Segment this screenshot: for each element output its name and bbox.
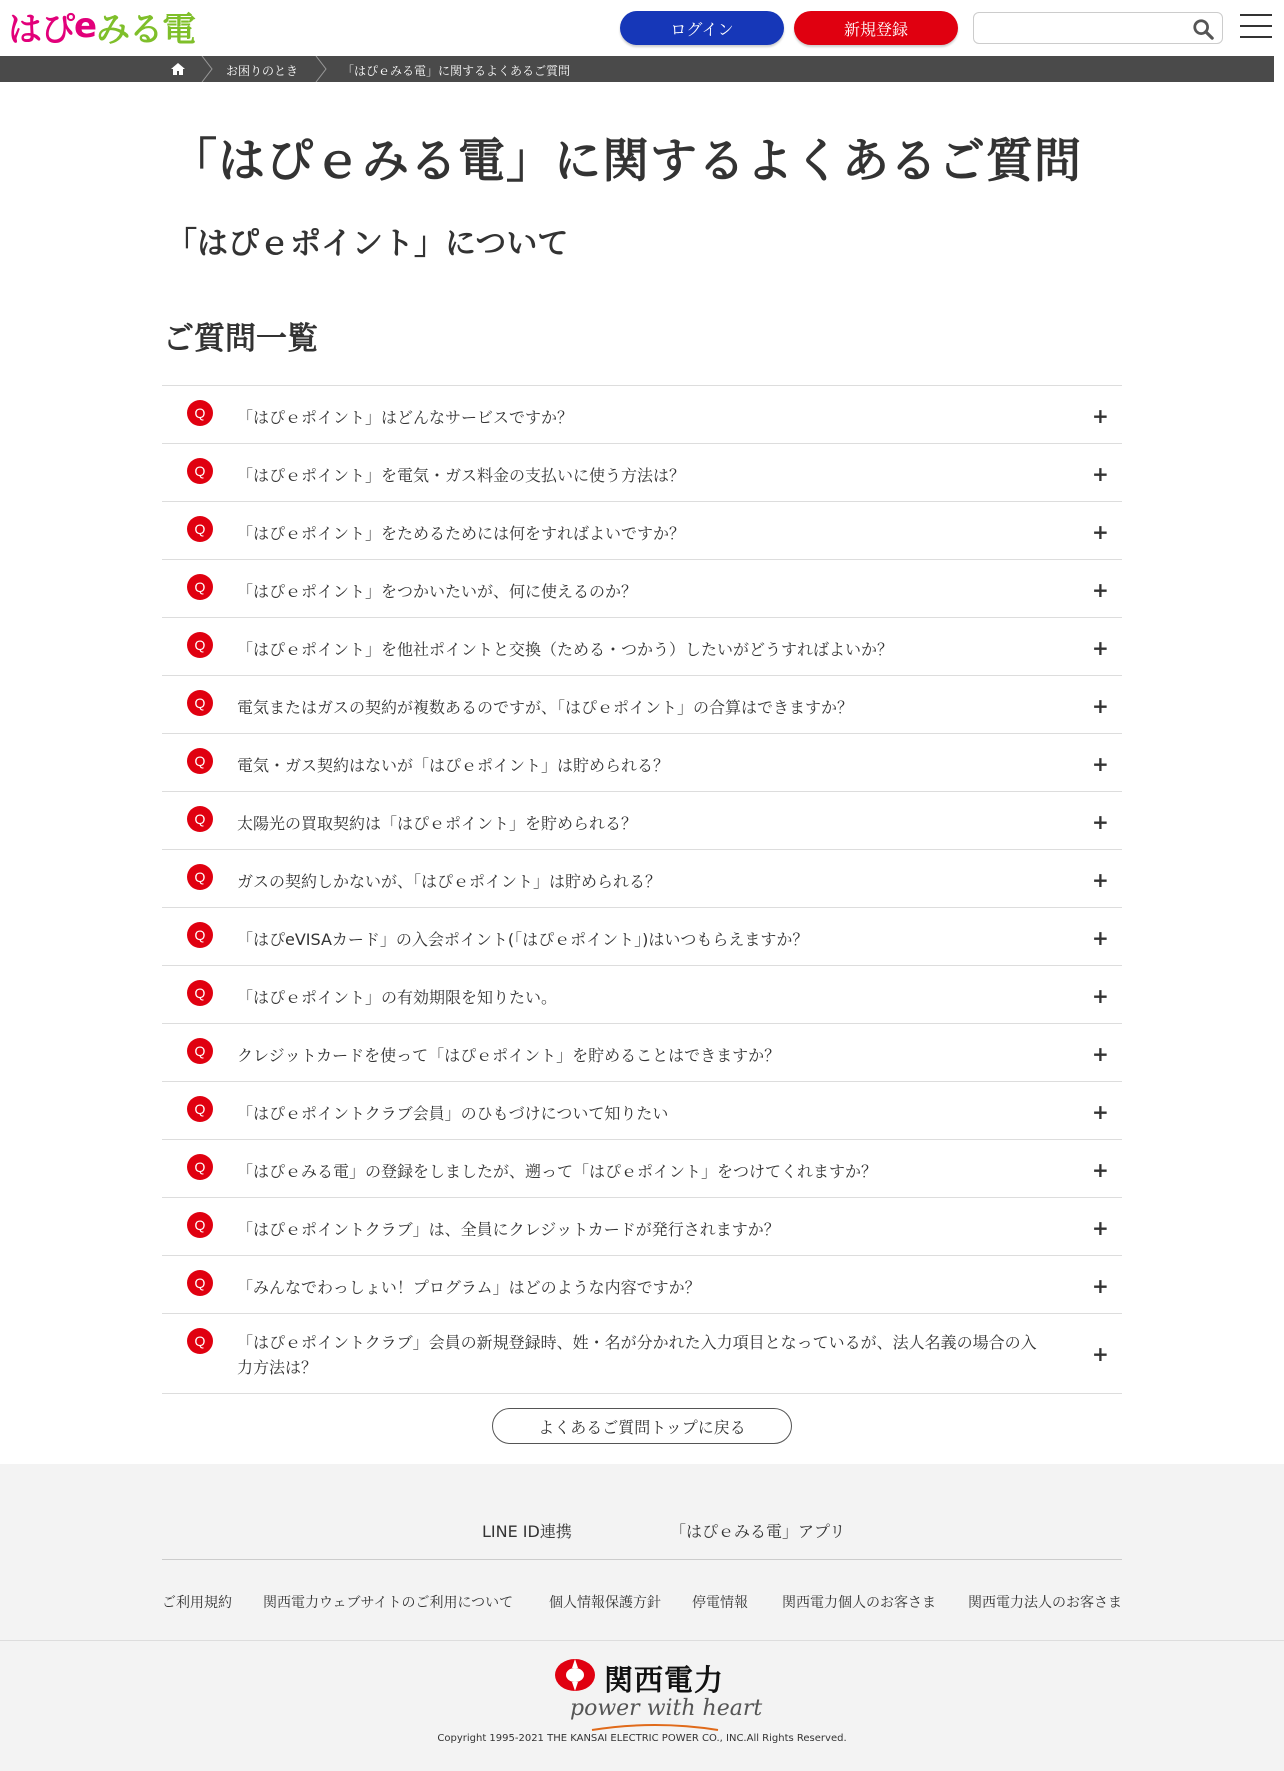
footer-link-business[interactable]: 関西電力法人のお客さま xyxy=(968,1595,1122,1611)
expand-plus-icon[interactable]: + xyxy=(1092,1158,1109,1182)
faq-item[interactable] xyxy=(162,966,1122,1024)
faq-question[interactable]: 「はぴｅポイントクラブ会員」のひもづけについて知りたい xyxy=(237,1104,669,1123)
expand-plus-icon[interactable]: + xyxy=(1092,868,1109,892)
expand-plus-icon[interactable]: + xyxy=(1092,926,1109,950)
faq-item[interactable] xyxy=(162,1198,1122,1256)
expand-plus-icon[interactable]: + xyxy=(1092,1274,1109,1298)
breadcrumb-item-current: 「はぴｅみる電」に関するよくあるご質問 xyxy=(342,64,571,78)
faq-question[interactable]: 「はぴｅポイント」を電気・ガス料金の支払いに使う方法は？ xyxy=(237,466,686,485)
question-badge-icon: Q xyxy=(187,806,213,832)
copyright-text: Copyright 1995-2021 THE KANSAI ELECTRIC POWER CO., INC.All Rights Reserved. xyxy=(437,1733,847,1744)
faq-item[interactable] xyxy=(162,560,1122,618)
expand-plus-icon[interactable]: + xyxy=(1092,636,1109,660)
expand-plus-icon[interactable]: + xyxy=(1092,1100,1109,1124)
breadcrumb xyxy=(0,56,1274,82)
footer-link-terms[interactable]: ご利用規約 xyxy=(162,1595,232,1611)
faq-question[interactable]: 「はぴｅポイントクラブ」会員の新規登録時、姓・名が分かれた入力項目となっているが、法人名義の場合の入力方法は？ xyxy=(237,1333,1037,1377)
faq-item[interactable] xyxy=(162,1024,1122,1082)
expand-plus-icon[interactable]: + xyxy=(1092,520,1109,544)
question-badge-icon: Q xyxy=(187,748,213,774)
faq-item[interactable] xyxy=(162,444,1122,502)
kepco-mark-icon xyxy=(554,1658,596,1692)
expand-plus-icon[interactable]: + xyxy=(1092,694,1109,718)
faq-item[interactable] xyxy=(162,908,1122,966)
question-badge-icon: Q xyxy=(187,1328,213,1354)
question-badge-icon: Q xyxy=(187,400,213,426)
faq-item[interactable] xyxy=(162,1314,1122,1394)
question-badge-icon: Q xyxy=(187,1038,213,1064)
question-badge-icon: Q xyxy=(187,690,213,716)
section-title: ご質問一覧 xyxy=(163,321,318,357)
expand-plus-icon[interactable]: + xyxy=(1092,984,1109,1008)
expand-plus-icon[interactable]: + xyxy=(1092,462,1109,486)
faq-item[interactable] xyxy=(162,386,1122,444)
back-to-faq-top-button[interactable]: よくあるご質問トップに戻る xyxy=(492,1408,792,1444)
question-badge-icon: Q xyxy=(187,632,213,658)
expand-plus-icon[interactable]: + xyxy=(1092,1042,1109,1066)
question-badge-icon: Q xyxy=(187,1270,213,1296)
faq-question[interactable]: 太陽光の買取契約は「はぴｅポイント」を貯められる？ xyxy=(237,814,638,833)
faq-question[interactable]: 「はぴｅポイント」の有効期限を知りたい。 xyxy=(237,988,558,1007)
company-name: 関西電力 xyxy=(604,1663,725,1697)
breadcrumb-item-help[interactable]: お困りのとき xyxy=(226,64,299,78)
faq-item[interactable] xyxy=(162,1082,1122,1140)
question-badge-icon: Q xyxy=(187,864,213,890)
expand-plus-icon[interactable]: + xyxy=(1092,578,1109,602)
faq-item[interactable] xyxy=(162,502,1122,560)
faq-question[interactable]: 「はぴeVISAカード」の入会ポイント(「はぴｅポイント」)はいつもらえますか？ xyxy=(237,930,809,949)
footer xyxy=(0,1464,1284,1771)
faq-question[interactable]: 「はぴｅポイント」をつかいたいが、何に使えるのか？ xyxy=(237,582,638,601)
faq-item[interactable] xyxy=(162,1140,1122,1198)
faq-item[interactable] xyxy=(162,792,1122,850)
expand-plus-icon[interactable]: + xyxy=(1092,1216,1109,1240)
faq-question[interactable]: 「はぴｅポイント」を他社ポイントと交換（ためる・つかう）したいがどうすればよいか？ xyxy=(237,640,894,659)
expand-plus-icon[interactable]: + xyxy=(1092,404,1109,428)
faq-question[interactable]: 電気・ガス契約はないが「はぴｅポイント」は貯められる？ xyxy=(237,756,670,775)
faq-question[interactable]: 「はぴｅポイントクラブ」は、全員にクレジットカードが発行されますか？ xyxy=(237,1220,780,1239)
faq-question[interactable]: 「はぴｅポイント」をためるためには何をすればよいですか？ xyxy=(237,524,686,543)
search-box xyxy=(973,12,1223,44)
footer-link-personal[interactable]: 関西電力個人のお客さま xyxy=(782,1595,936,1611)
footer-link-app[interactable]: 「はぴｅみる電」アプリ xyxy=(670,1522,846,1541)
expand-plus-icon[interactable]: + xyxy=(1092,1342,1109,1366)
breadcrumb-separator-icon xyxy=(200,56,214,82)
question-badge-icon: Q xyxy=(187,980,213,1006)
site-logo[interactable]: は ぴ e み る 電 xyxy=(8,6,196,50)
expand-plus-icon[interactable]: + xyxy=(1092,810,1109,834)
faq-question[interactable]: 「はぴｅみる電」の登録をしましたが、遡って「はぴｅポイント」をつけてくれますか？ xyxy=(237,1162,878,1181)
question-badge-icon: Q xyxy=(187,1212,213,1238)
kepco-logo[interactable] xyxy=(554,1656,734,1696)
faq-item[interactable] xyxy=(162,618,1122,676)
faq-question[interactable]: クレジットカードを使って「はぴｅポイント」を貯めることはできますか？ xyxy=(237,1046,781,1065)
footer-divider xyxy=(0,1640,1284,1641)
expand-plus-icon[interactable]: + xyxy=(1092,752,1109,776)
faq-item[interactable] xyxy=(162,1256,1122,1314)
register-button[interactable]: 新規登録 xyxy=(794,11,958,45)
hamburger-menu-icon[interactable] xyxy=(1240,14,1272,40)
footer-link-line-id[interactable]: LINE ID連携 xyxy=(482,1522,572,1541)
faq-list xyxy=(162,385,1122,1394)
faq-question[interactable]: 電気またはガスの契約が複数あるのですが、「はぴｅポイント」の合算はできますか？ xyxy=(237,698,854,717)
faq-question[interactable]: 「はぴｅポイント」はどんなサービスですか？ xyxy=(237,408,574,427)
footer-link-website-usage[interactable]: 関西電力ウェブサイトのご利用について xyxy=(263,1595,514,1611)
breadcrumb-separator-icon xyxy=(314,56,328,82)
question-badge-icon: Q xyxy=(187,458,213,484)
question-badge-icon: Q xyxy=(187,922,213,948)
faq-item[interactable] xyxy=(162,850,1122,908)
page-subtitle: 「はぴｅポイント」について xyxy=(166,226,569,262)
home-icon[interactable] xyxy=(170,61,186,77)
search-input[interactable] xyxy=(982,18,1182,40)
footer-link-outage[interactable]: 停電情報 xyxy=(692,1595,748,1611)
footer-divider xyxy=(162,1559,1122,1560)
question-badge-icon: Q xyxy=(187,1154,213,1180)
question-badge-icon: Q xyxy=(187,516,213,542)
page-title: 「はぴｅみる電」に関するよくあるご質問 xyxy=(170,134,1082,189)
login-button[interactable]: ログイン xyxy=(620,11,784,45)
search-icon[interactable] xyxy=(1192,18,1214,40)
faq-question[interactable]: ガスの契約しかないが、「はぴｅポイント」は貯められる？ xyxy=(237,872,662,891)
footer-link-privacy[interactable]: 個人情報保護方針 xyxy=(549,1595,661,1611)
company-tagline: power with heart xyxy=(570,1696,763,1721)
question-badge-icon: Q xyxy=(187,574,213,600)
question-badge-icon: Q xyxy=(187,1096,213,1122)
faq-question[interactable]: 「みんなでわっしょい！プログラム」はどのような内容ですか？ xyxy=(237,1278,701,1297)
faq-item[interactable] xyxy=(162,734,1122,792)
faq-item[interactable] xyxy=(162,676,1122,734)
header xyxy=(0,0,1284,56)
